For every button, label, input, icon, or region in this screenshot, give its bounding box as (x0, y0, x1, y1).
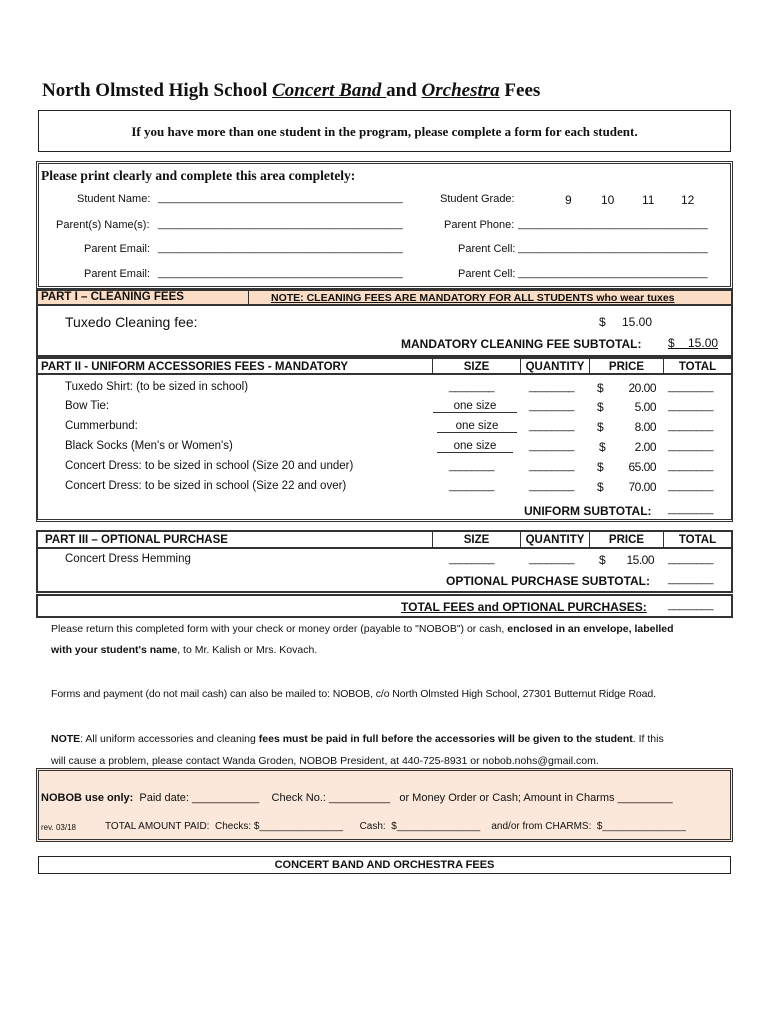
item-dollar: $ (599, 440, 606, 454)
part2-col-size: SIZE (433, 359, 521, 373)
parent-cell-2-label: Parent Cell: (458, 268, 516, 280)
office-fields-1: Paid date: ___________ Check No.: __________ or Money Order or Cash; Amount in Charms _________ (133, 792, 673, 804)
info-heading: Please print clearly and complete this area completely: (41, 168, 356, 183)
part2-col-price: PRICE (590, 359, 664, 373)
item-total-field[interactable]: ________ (668, 460, 713, 472)
office-line-1 (41, 792, 673, 804)
parent-email-2-field[interactable]: ________________________________________ (158, 267, 403, 279)
page-title (42, 80, 540, 102)
student-name-field[interactable]: ________________________________________ (158, 192, 403, 204)
part2-col-total: TOTAL (678, 361, 717, 373)
parent-cell-2-field[interactable]: _______________________________ (518, 267, 708, 279)
item-qty-field[interactable]: ________ (529, 400, 574, 412)
footer-box (38, 856, 731, 874)
parent-phone-label: Parent Phone: (444, 219, 515, 231)
instructions-line-2 (51, 644, 317, 656)
item-qty-field[interactable]: ________ (529, 480, 574, 492)
item-size-field[interactable]: ________ (449, 460, 494, 472)
item-total-field[interactable]: ________ (668, 440, 713, 452)
item-price: 20.00 (628, 381, 656, 395)
instructions-bold: with your student's name (51, 644, 178, 656)
item-size-field[interactable]: ________ (449, 381, 494, 393)
student-name-label: Student Name: (77, 193, 151, 205)
part2-heading: PART II - UNIFORM ACCESSORIES FEES - MANDATORY (38, 359, 433, 373)
optional-subtotal-field[interactable]: ________ (668, 573, 713, 585)
item-dollar: $ (597, 460, 604, 474)
title-fees: Fees (499, 80, 541, 101)
title-orchestra: Orchestra (421, 80, 500, 101)
note-text: : All uniform accessories and cleaning (80, 733, 259, 745)
item-dollar: $ (597, 381, 604, 395)
item-size-field[interactable]: ________ (449, 553, 494, 565)
mail-instructions: Forms and payment (do not mail cash) can also be mailed to: NOBOB, c/o North Olmsted High School, 27301 Butternut Ridge Road. (51, 688, 656, 700)
parent-email-1-field[interactable]: ________________________________________ (158, 242, 403, 254)
uniform-subtotal-field[interactable]: ________ (668, 503, 713, 515)
title-and: and (386, 80, 422, 101)
parent-cell-1-field[interactable]: _______________________________ (518, 242, 708, 254)
part3-col-quantity: QUANTITY (521, 532, 590, 547)
part3-heading: PART III – OPTIONAL PURCHASE (38, 532, 433, 547)
item-dollar: $ (597, 400, 604, 414)
item-qty-field[interactable]: ________ (529, 553, 574, 565)
item-dollar: $ (597, 480, 604, 494)
item-size: one size (437, 440, 513, 453)
parent-names-field[interactable]: ________________________________________ (158, 218, 403, 230)
tuxedo-cleaning-label: Tuxedo Cleaning fee: (65, 314, 198, 330)
item-price: 8.00 (634, 420, 656, 434)
parent-email-2-label: Parent Email: (84, 268, 151, 280)
tuxedo-cleaning-dollar: $ (599, 315, 606, 329)
item-qty-field[interactable]: ________ (529, 420, 574, 432)
item-dollar: $ (599, 553, 606, 567)
parent-phone-field[interactable]: _______________________________ (518, 218, 708, 230)
note-text: . If this (632, 733, 664, 745)
item-name: Cummerbund: (65, 420, 138, 432)
instructions-text: , to Mr. Kalish or Mrs. Kovach. (177, 644, 318, 656)
instructions-bold: enclosed in an envelope, labelled (507, 623, 674, 635)
item-total-field[interactable]: ________ (668, 480, 713, 492)
item-qty-field[interactable]: ________ (529, 440, 574, 452)
item-name: Concert Dress Hemming (65, 553, 191, 565)
total-field[interactable]: ________ (668, 599, 713, 611)
title-prefix: North Olmsted High School (42, 80, 273, 101)
part3-col-price: PRICE (590, 532, 664, 547)
item-price: 5.00 (634, 400, 656, 414)
item-name: Concert Dress: to be sized in school (Size 22 and over) (65, 480, 347, 492)
item-total-field[interactable]: ________ (668, 400, 713, 412)
instructions-text: Please return this completed form with your check or money order (payable to "NOBOB") or cash, (51, 623, 508, 635)
item-size: one size (437, 420, 517, 433)
part1-heading: PART I – CLEANING FEES (41, 291, 184, 303)
item-size: one size (433, 400, 517, 413)
notice-text: If you have more than one student in the program, please complete a form for each student. (131, 124, 638, 139)
parent-names-label: Parent(s) Name(s): (56, 219, 150, 231)
item-price: 15.00 (626, 553, 654, 567)
note-bold: fees must be paid in full before the accessories will be given to the student (258, 733, 633, 745)
item-price: 70.00 (628, 480, 656, 494)
grade-11-option[interactable]: 11 (642, 193, 655, 207)
part3-col-size: SIZE (433, 532, 521, 547)
part2-header-row (36, 357, 733, 375)
office-fields-2: TOTAL AMOUNT PAID: Checks: $_______________ Cash: $_______________ and/or from CHARMS: $_______________ (105, 821, 686, 832)
total-label: TOTAL FEES and OPTIONAL PURCHASES: (401, 600, 647, 614)
cleaning-subtotal-label: MANDATORY CLEANING FEE SUBTOTAL: (401, 337, 642, 351)
grade-12-option[interactable]: 12 (681, 193, 695, 207)
revision-date: rev. 03/18 (41, 823, 76, 832)
item-name: Concert Dress: to be sized in school (Size 20 and under) (65, 460, 354, 472)
item-total-field[interactable]: ________ (668, 381, 713, 393)
notice-box (38, 110, 731, 152)
title-concert-band: Concert Band (272, 80, 387, 101)
item-qty-field[interactable]: ________ (529, 381, 574, 393)
cleaning-subtotal-value: $ 15.00 (668, 336, 719, 350)
item-name: Black Socks (Men's or Women's) (65, 440, 233, 452)
footer-text: CONCERT BAND AND ORCHESTRA FEES (274, 859, 495, 871)
item-name: Bow Tie: (65, 400, 110, 412)
note-label: NOTE (51, 733, 81, 745)
tuxedo-cleaning-price: 15.00 (622, 315, 653, 329)
uniform-subtotal-label: UNIFORM SUBTOTAL: (524, 504, 652, 518)
part3-header-row (36, 530, 733, 549)
item-dollar: $ (597, 420, 604, 434)
note-line-2: will cause a problem, please contact Wanda Groden, NOBOB President, at 440-725-8931 or nobob.nohs@gmail.com. (51, 755, 599, 767)
part2-col-quantity: QUANTITY (521, 359, 590, 373)
grade-9-option[interactable]: 9 (565, 193, 572, 207)
parent-email-1-label: Parent Email: (84, 243, 151, 255)
item-price: 65.00 (628, 460, 656, 474)
note-line-1 (51, 733, 664, 745)
office-label: NOBOB use only: (41, 792, 134, 804)
item-size-field[interactable]: ________ (449, 480, 494, 492)
part1-note: NOTE: CLEANING FEES ARE MANDATORY FOR ALL STUDENTS who wear tuxes (271, 292, 675, 304)
instructions-line-1 (51, 623, 674, 635)
optional-subtotal-label: OPTIONAL PURCHASE SUBTOTAL: (446, 574, 651, 588)
item-total-field[interactable]: ________ (668, 420, 713, 432)
part3-col-total: TOTAL (678, 534, 717, 546)
item-name: Tuxedo Shirt: (to be sized in school) (65, 381, 249, 393)
item-qty-field[interactable]: ________ (529, 460, 574, 472)
parent-cell-1-label: Parent Cell: (458, 243, 516, 255)
item-total-field[interactable]: ________ (668, 553, 713, 565)
student-grade-label: Student Grade: (440, 193, 515, 205)
item-price: 2.00 (634, 440, 656, 454)
grade-10-option[interactable]: 10 (601, 193, 615, 207)
